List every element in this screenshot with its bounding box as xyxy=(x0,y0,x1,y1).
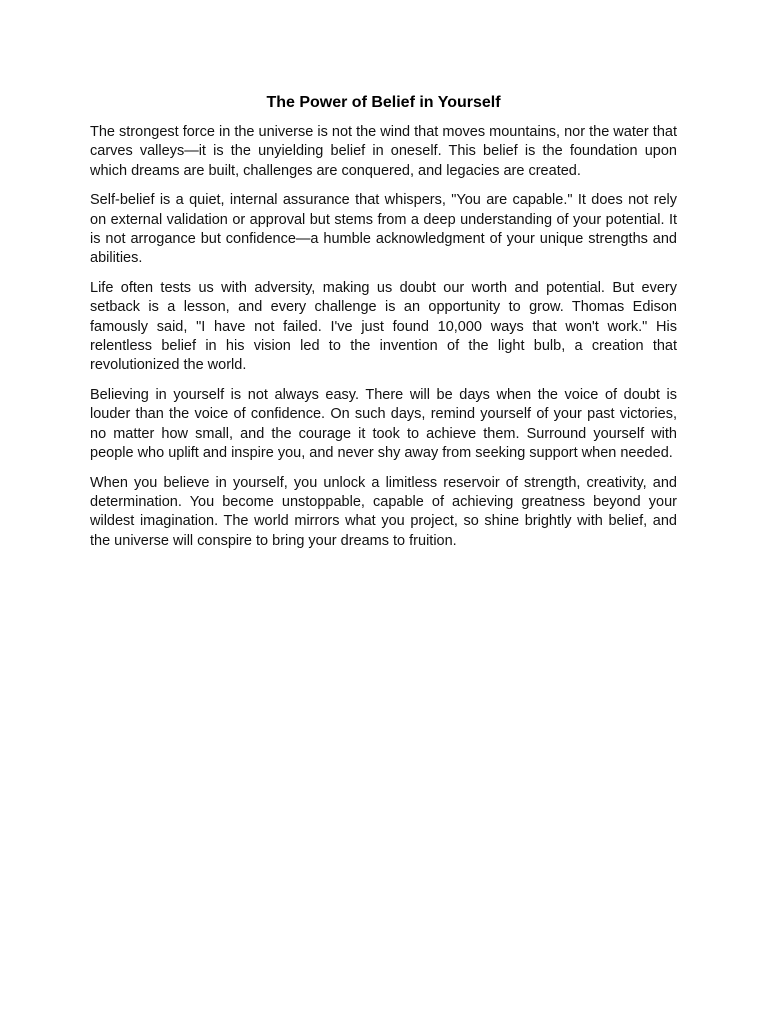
paragraph-4: Believing in yourself is not always easy. There will be days when the voice of doubt is louder than the voice of confidence. On such days, remind yourself of your past victories, no matter how small, and the courage it took to achieve them. Surround yourself with people who uplift and inspire you, and never shy away from seeking support when needed. xyxy=(90,386,677,462)
paragraph-2: Self-belief is a quiet, internal assurance that whispers, "You are capable." It does not rely on external validation or approval but stems from a deep understanding of your potential. It is not arrogance but confidence—a humble acknowledgment of your unique strengths and abilities. xyxy=(90,192,677,267)
paragraph-3: Life often tests us with adversity, making us doubt our worth and potential. But every setback is a lesson, and every challenge is an opportunity to grow. Thomas Edison famously said, "I have not failed. I've just found 10,000 ways that won't work." His relentless belief in his vision led to the invention of the light bulb, a creation that revolutionized the world. xyxy=(90,279,677,374)
document-body xyxy=(90,92,677,561)
paragraph-1: The strongest force in the universe is not the wind that moves mountains, nor the water that carves valleys—it is the unyielding belief in oneself. This belief is the foundation upon which dreams are built, challenges are conquered, and legacies are created. xyxy=(90,124,677,179)
document-title: The Power of Belief in Yourself xyxy=(266,94,501,111)
paragraph-5: When you believe in yourself, you unlock a limitless reservoir of strength, creativity, and determination. You become unstoppable, capable of achieving greatness beyond your wildest imagination. The world mirrors what you project, so shine brightly with belief, and the universe will conspire to bring your dreams to fruition. xyxy=(90,474,677,549)
